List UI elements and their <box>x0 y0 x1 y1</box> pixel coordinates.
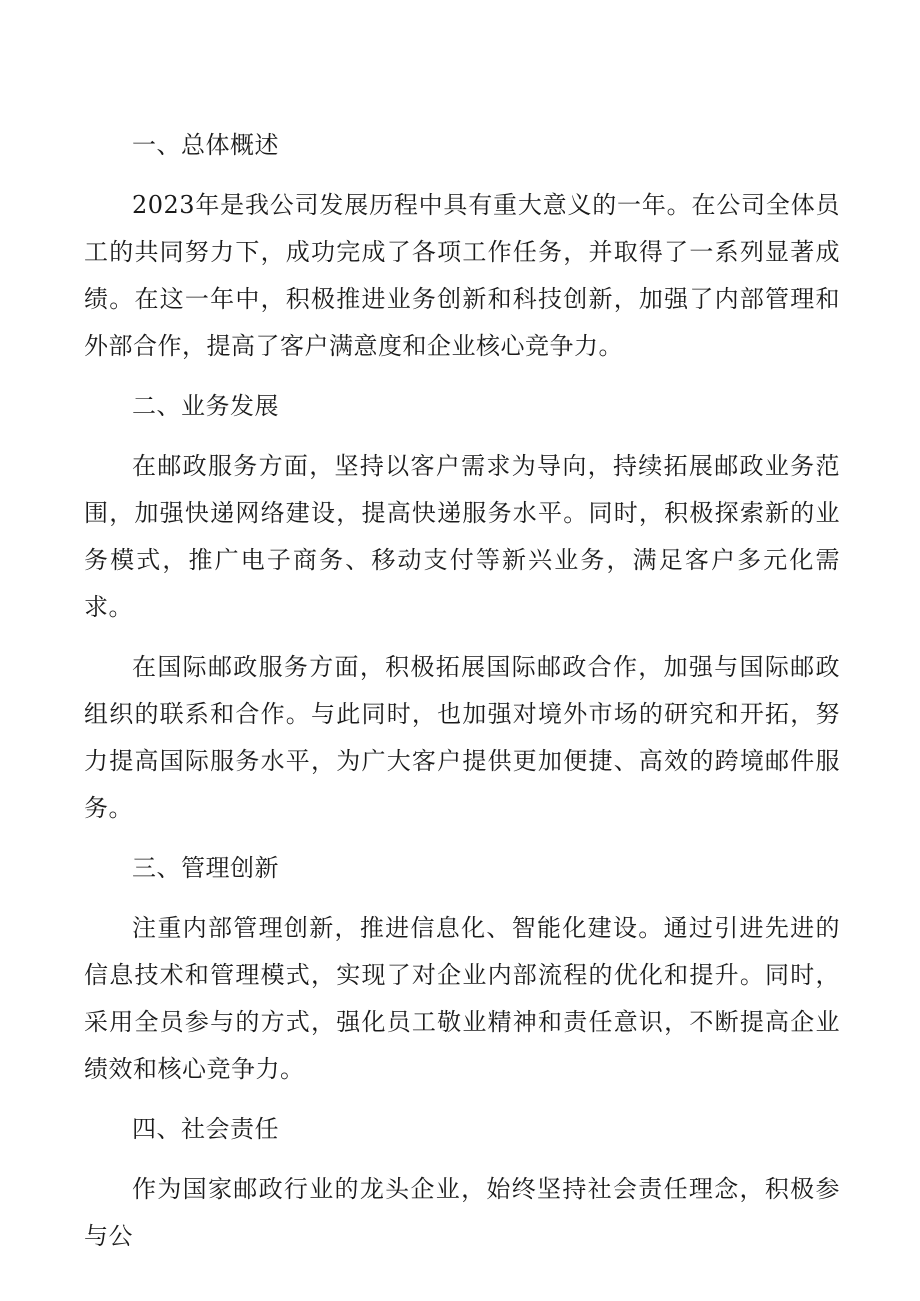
section-management-innovation <box>84 845 840 1093</box>
section-heading: 四、社会责任 <box>132 1115 279 1143</box>
paragraph: 在邮政服务方面，坚持以客户需求为导向，持续拓展邮政业务范围，加强快递网络建设，提高快递服务水平。同时，积极探索新的业务模式，推广电子商务、移动支付等新兴业务，满足客户多元化需求。 <box>84 452 840 621</box>
section-heading: 二、业务发展 <box>132 392 279 420</box>
section-heading: 三、管理创新 <box>132 854 279 882</box>
paragraph: 2023年是我公司发展历程中具有重大意义的一年。在公司全体员工的共同努力下，成功完成了各项工作任务，并取得了一系列显著成绩。在这一年中，积极推进业务创新和科技创新，加强了内部管理和外部合作，提高了客户满意度和企业核心竞争力。 <box>84 191 840 360</box>
section-overview <box>84 122 840 370</box>
paragraph: 在国际邮政服务方面，积极拓展国际邮政合作，加强与国际邮政组织的联系和合作。与此同时，也加强对境外市场的研究和开拓，努力提高国际服务水平，为广大客户提供更加便捷、高效的跨境邮件服务。 <box>84 653 840 822</box>
section-social-responsibility <box>84 1106 840 1260</box>
document-body <box>84 122 840 1273</box>
section-business-development <box>84 383 840 832</box>
paragraph: 注重内部管理创新，推进信息化、智能化建设。通过引进先进的信息技术和管理模式，实现了对企业内部流程的优化和提升。同时，采用全员参与的方式，强化员工敬业精神和责任意识，不断提高企业绩效和核心竞争力。 <box>84 914 840 1083</box>
paragraph: 作为国家邮政行业的龙头企业，始终坚持社会责任理念，积极参与公 <box>84 1175 840 1250</box>
section-heading: 一、总体概述 <box>132 131 279 159</box>
